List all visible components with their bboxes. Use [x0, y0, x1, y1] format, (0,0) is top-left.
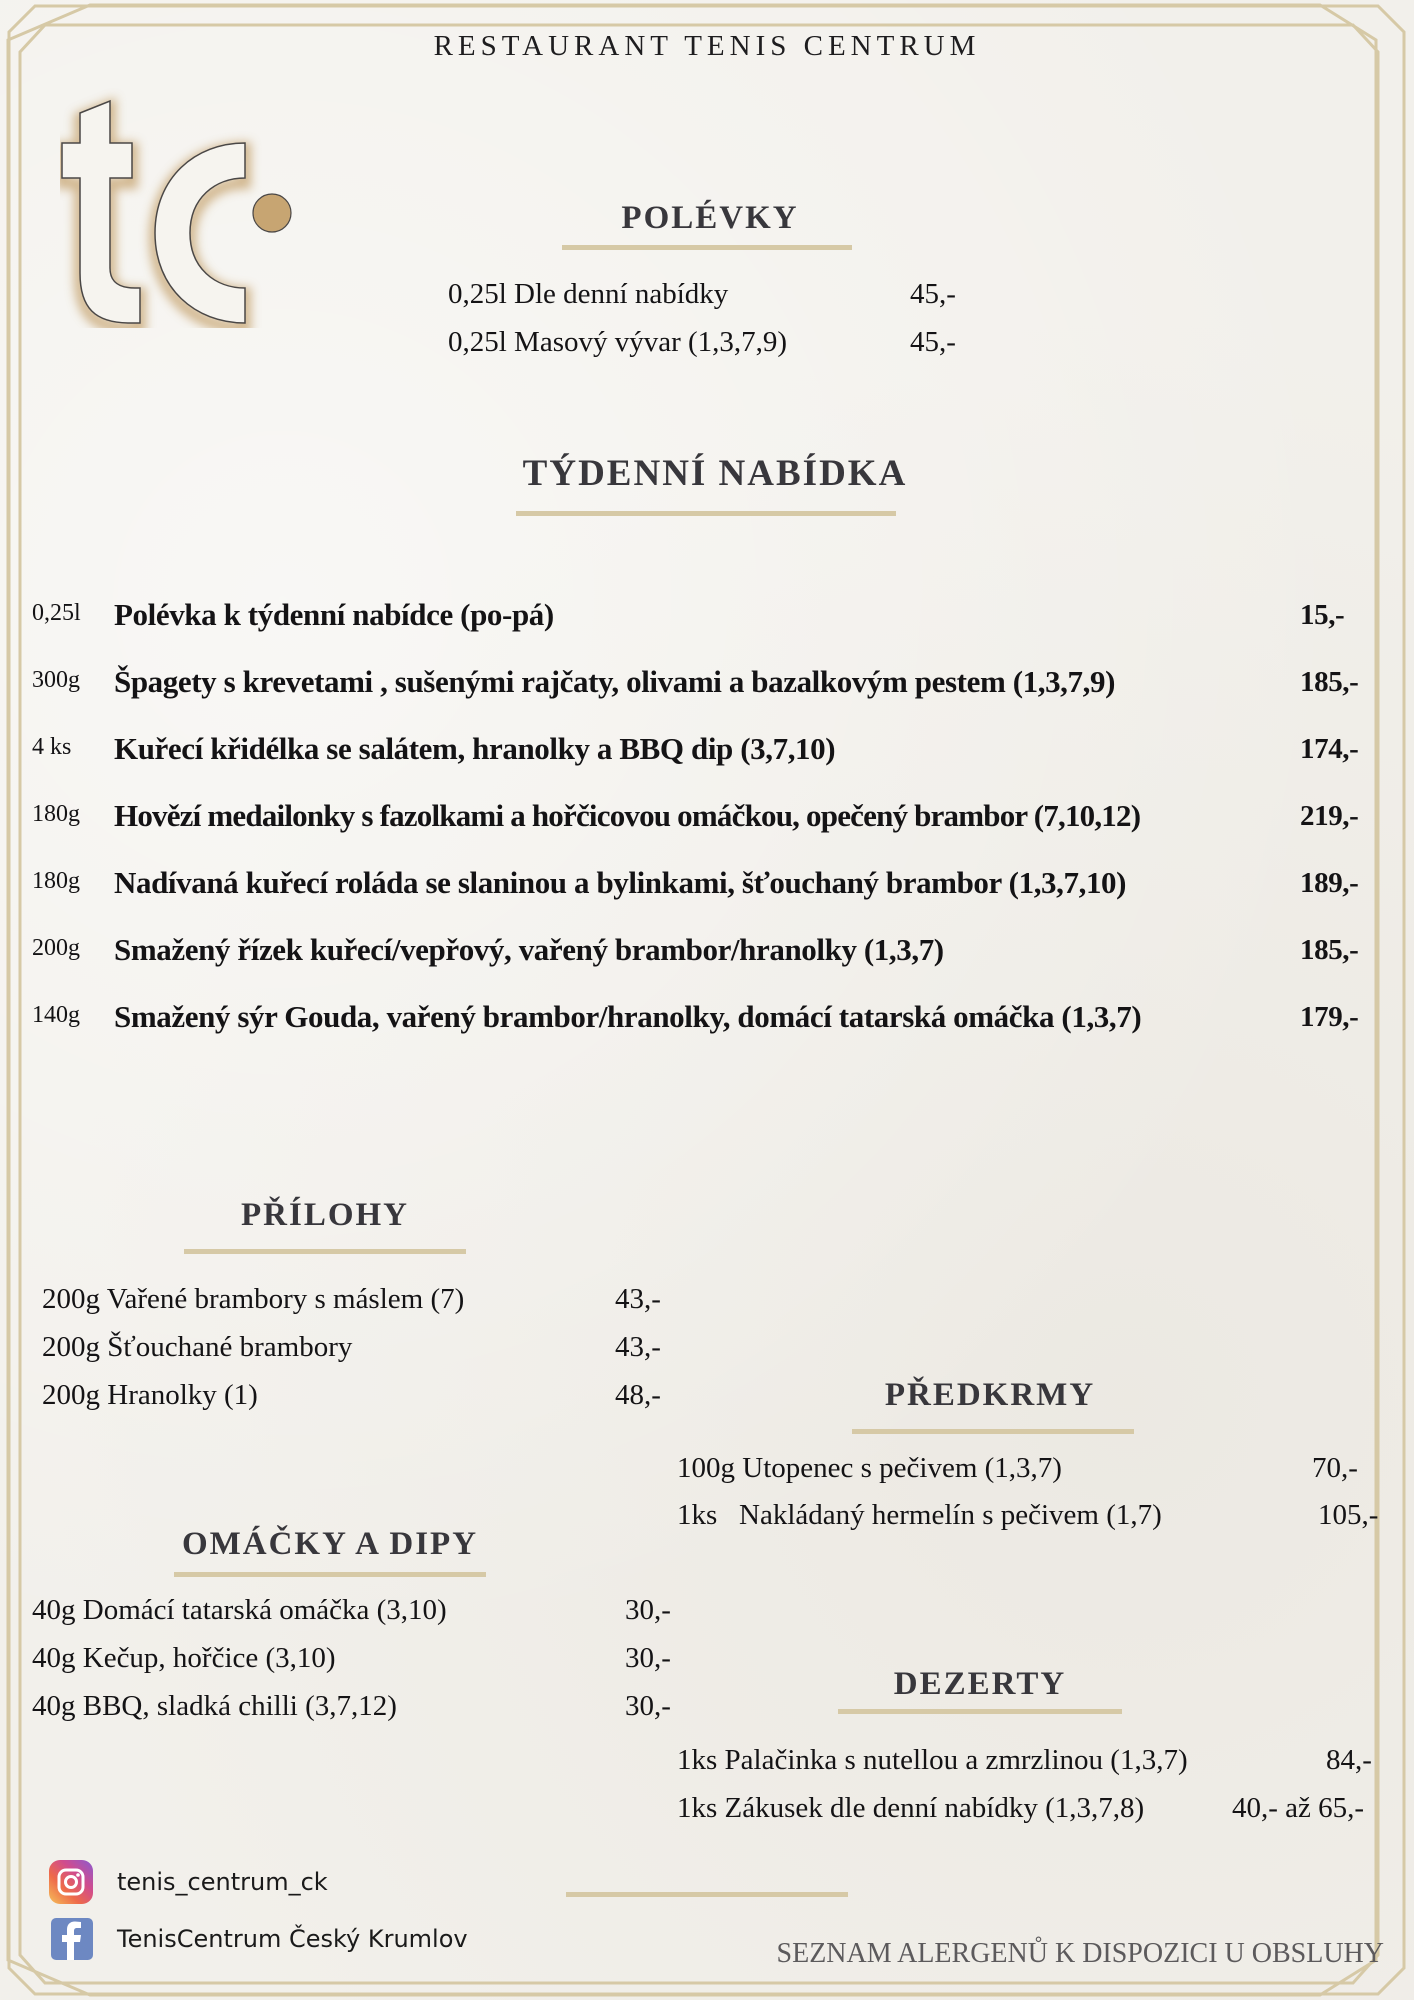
side-item-name: 200g Šťouchané brambory — [42, 1331, 353, 1363]
soup-item-price: 45,- — [910, 278, 956, 310]
side-item-name: 200g Hranolky (1) — [42, 1379, 258, 1411]
dessert-item-name: 1ks Palačinka s nutellou a zmrzlinou (1,3,7) — [677, 1744, 1188, 1776]
soup-item-name: 0,25l Dle denní nabídky — [448, 278, 729, 310]
appetizer-item-name: 100g Utopenec s pečivem (1,3,7) — [677, 1452, 1062, 1484]
dessert-item-price: 40,- až 65,- — [1232, 1792, 1365, 1824]
weekly-item-qty: 140g — [32, 1002, 80, 1028]
tc-logo — [60, 88, 410, 328]
heading-polevky: POLÉVKY — [621, 200, 799, 236]
weekly-item-price: 15,- — [1300, 599, 1345, 631]
instagram-handle[interactable]: tenis_centrum_ck — [117, 1868, 328, 1896]
side-item-price: 43,- — [615, 1331, 661, 1363]
divider — [562, 245, 852, 250]
weekly-item-price: 179,- — [1300, 1001, 1359, 1033]
sauce-item-name: 40g BBQ, sladká chilli (3,7,12) — [32, 1690, 397, 1722]
side-item-name: 200g Vařené brambory s máslem (7) — [42, 1283, 465, 1315]
weekly-item-name: Kuřecí křidélka se salátem, hranolky a BBQ dip (3,7,10) — [114, 731, 836, 766]
weekly-item-price: 185,- — [1300, 934, 1359, 966]
dessert-item-name: 1ks Zákusek dle denní nabídky (1,3,7,8) — [677, 1792, 1145, 1824]
weekly-item-qty: 180g — [32, 868, 80, 894]
appetizer-item-name: 1ks Nakládaný hermelín s pečivem (1,7) — [677, 1499, 1162, 1531]
dessert-item-price: 84,- — [1326, 1744, 1372, 1776]
restaurant-title: RESTAURANT TENIS CENTRUM — [433, 30, 981, 62]
weekly-item-name: Smažený sýr Gouda, vařený brambor/hranolky, domácí tatarská omáčka (1,3,7) — [114, 999, 1142, 1034]
soup-item-name: 0,25l Masový vývar (1,3,7,9) — [448, 326, 788, 358]
divider — [838, 1709, 1122, 1714]
weekly-item-price: 219,- — [1300, 800, 1359, 832]
instagram-icon — [49, 1860, 93, 1904]
sauce-item-price: 30,- — [625, 1642, 671, 1674]
heading-tydenni-nabidka: TÝDENNÍ NABÍDKA — [522, 453, 908, 494]
sauce-item-price: 30,- — [625, 1594, 671, 1626]
weekly-item-price: 185,- — [1300, 666, 1359, 698]
allergen-note: SEZNAM ALERGENŮ K DISPOZICI U OBSLUHY — [776, 1938, 1384, 1969]
soup-item-price: 45,- — [910, 326, 956, 358]
heading-predkrmy: PŘEDKRMY — [884, 1377, 1096, 1413]
sauce-item-price: 30,- — [625, 1690, 671, 1722]
side-item-price: 48,- — [615, 1379, 661, 1411]
weekly-item-qty: 4 ks — [32, 734, 72, 760]
side-item-price: 43,- — [615, 1283, 661, 1315]
weekly-item-price: 174,- — [1300, 733, 1359, 765]
weekly-item-qty: 180g — [32, 801, 80, 827]
heading-dezerty: DEZERTY — [893, 1666, 1067, 1702]
divider — [174, 1572, 486, 1577]
weekly-item-name: Polévka k týdenní nabídce (po-pá) — [114, 597, 554, 632]
weekly-item-qty: 300g — [32, 667, 80, 693]
heading-omacky-a-dipy: OMÁČKY A DIPY — [181, 1526, 479, 1562]
heading-prilohy: PŘÍLOHY — [240, 1197, 409, 1233]
logo-dot-icon — [253, 194, 291, 232]
weekly-item-name: Nadívaná kuřecí roláda se slaninou a bylinkami, šťouchaný brambor (1,3,7,10) — [114, 865, 1127, 900]
facebook-link[interactable] — [51, 1918, 468, 1960]
weekly-item-name: Špagety s krevetami , sušenými rajčaty, olivami a bazalkovým pestem (1,3,7,9) — [114, 664, 1116, 699]
divider — [852, 1429, 1134, 1434]
divider — [184, 1249, 466, 1254]
sauce-item-name: 40g Domácí tatarská omáčka (3,10) — [32, 1594, 447, 1626]
appetizer-item-price: 105,- — [1318, 1499, 1379, 1531]
weekly-item-name: Hovězí medailonky s fazolkami a hořčicovou omáčkou, opečený brambor (7,10,12) — [114, 798, 1141, 833]
sauce-item-name: 40g Kečup, hořčice (3,10) — [32, 1642, 336, 1674]
weekly-item-price: 189,- — [1300, 867, 1359, 899]
instagram-link[interactable] — [49, 1860, 328, 1904]
divider — [516, 511, 896, 516]
facebook-page-name[interactable]: TenisCentrum Český Krumlov — [117, 1925, 468, 1953]
weekly-item-qty: 200g — [32, 935, 80, 961]
facebook-icon — [51, 1918, 93, 1960]
weekly-item-name: Smažený řízek kuřecí/vepřový, vařený brambor/hranolky (1,3,7) — [114, 932, 944, 967]
weekly-item-qty: 0,25l — [32, 600, 81, 626]
divider — [566, 1892, 848, 1897]
appetizer-item-price: 70,- — [1312, 1452, 1358, 1484]
